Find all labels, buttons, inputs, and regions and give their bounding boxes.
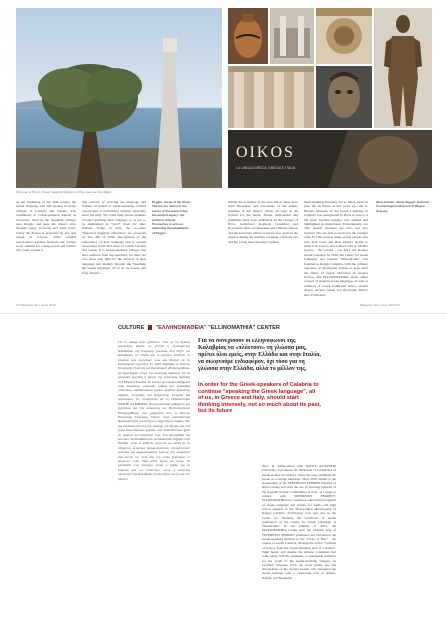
header-separator <box>148 325 152 330</box>
top-side-caption: Reggio, Arena of the Strait. The bronze statue in the centre of the arena holds the ancient legacy: the goddess Athena Promachos in armour, defending the inhabitants of Reggio. <box>152 200 191 235</box>
photo-museum-hall <box>270 8 314 64</box>
oikos-subtitle: LA LINGUA GRECA: GRECIA E ITALIA <box>236 166 296 170</box>
top-column-5: Short thinking interestly, not so much about its past, but its future. A few years ago, the G. Rhodes Museum of the Greek Language in Calabria was inaugurated in Bova in honor of the great German linguist who studied and highlighted its importance. Unfortunately, not only natural speakers are rare, but also teachers who are able to teach it to the younger ones. For this reason, many young people who love their roots and their identity decide to study it in Greece and connect with it. Mother Greece - the Greeks - can learn the modern Greek language. In 2016, the Center for Greek Language and Culture "Ellinomathia" was founded in Reggio Calabria, with the primary objective of developing actions to keep alive the flame of Greek education in Greater Greece. The ELLINOMATHIA center offers courses of modern Greek language, as well as seminars of Greek traditional dance, ancient drama, ancient Greek and Byzantine history and civilization. <box>304 200 368 297</box>
blank-margin-left <box>0 314 110 628</box>
photo-temple-columns <box>228 66 314 128</box>
header-greek: "ΕΛΛΗΝΟΜΑΘΕΙΑ" <box>155 325 207 331</box>
oikos-banner <box>228 130 432 188</box>
top-column-4: Within the activities of the association, there have been interviews and recordings of the elderly speakers of the dialect, which are kept in the archive for the future. Books, dictionaries and grammars have been published. In the villages of Bova, Gallicianò, Roghudi, Condofuri and Roccaforte there are museums and cultural centres, and the Grecanici dialect is heard once again in the squares during the summer evenings, when the old and the young meet and sing together. <box>228 200 298 244</box>
greek-body-text: Για το όραμα αυτό ξεκίνησε, όταν με τις πρώτες φιλοδοξίες άρχισε να γίνεται η συστηματική διδασκαλία της ελληνικής γλώσσας. Στη Ρήγιο της Καλαβρίας, τα παιδιά και οι μεγάλοι αγαπούν τη γλώσσα των προγόνων τους και θέλουν να τη διατηρήσουν ζωντανή. Το 2016 ιδρύθηκε το Κέντρο Ελληνικής Γλώσσας και Πολιτισμού «Ελληνομάθεια» με πρωταρχικό στόχο την ανάπτυξη δράσεων για να κρατηθεί ζωντανή η φλόγα της ελληνικής παιδείας στη Μεγάλη Ελλάδα. Το κέντρο προσφέρει μαθήματα νέας ελληνικής γλώσσας, καθώς και σεμινάρια ελληνικών παραδοσιακών χορών, αρχαίου δράματος, αρχαίας ελληνικής και βυζαντινής ιστορίας και πολιτισμού. Σε συνεργασία με το Πανεπιστήμιο DANTE ALIGHIERI, διοργανώνονται μαθήματα και εξετάσεις για την απόκτηση του Πιστοποιητικού Ελληνομάθειας, που χορηγείται από το Κέντρο Ελληνικής Γλώσσας. Πλέον στην εκπαιδευτική δραστηριότητα του κέντρου συμμετέχουν παιδιά, νέοι και ενήλικες από όλη την περιοχή του Ρηγίου και των γύρω ελληνόφωνων χωριών, που ανακαλύπτουν ξανά τη γλώσσα των προγόνων τους. Στα καλοκαίρια του κέντρου περιλαμβάνονται εκπαιδευτικά ταξίδια στην Ελλάδα, όπου οι μαθητές έρχονται σε επαφή με τη σύγχρονη ελληνική πραγματικότητα, επισκέπτονται μουσεία και αρχαιολογικούς χώρους και γνωρίζουν από κοντά τον τόπο από τον οποίο ξεκίνησαν οι πρόγονοί τους. Όλα αυτά έχουν ως στόχο να μεταδοθεί στις νεότερες γενιές η αγάπη για τη γλώσσα και τον πολιτισμό, ώστε η ελληνική ταυτότητα της Καλαβρίας να συνεχίσει να ζει και στο μέλλον. <box>118 340 190 481</box>
top-column-2: The activity of reviving the language and Culture on behalf of Greek-speaking cultural associations is particularly intense, especially since the early 70s. Until then, Greek speakers avoided speaking their language so as not to be stigmatized as "rural", from the other Italians. Today, in Italy, the so-called "historical linguistic minorities" are protected by law 482 of 1999. Recognition of the importance of their language that is spoken necessarily arises that Areas of Greek Calabria and Greek. It is Greek-speaking villages that have suffered from depopulation, yet there are also those who fight for the survival of their language and identity through the 'Speaking the Greek language', all of us, in Greece and Italy, should... <box>82 200 146 275</box>
section-header <box>118 324 280 332</box>
oikos-title: OIKOS <box>236 144 295 161</box>
pull-quote-greek: Για να συνεχίσουν οι ελληνόφωνοι της Καλαβρίας να «πλέκτουν» τη γλώσσα μας, πρέπει όλοι εμείς, στην Ελλάδα και στην Ιταλία, να σκεφτούμε ενδιαφέρον, όχι τόσο για τη γλώσσα στην Ελλάδα, αλλά το μέλλον της. <box>198 338 321 372</box>
photo-bronze-heads <box>316 66 372 128</box>
photo-olive-tree <box>16 8 222 188</box>
photo-caption: Olive tree at Pyrgos. Pastor Kalabrias Makriyoros (Olive tree near Rombiglio)... <box>16 190 114 194</box>
photo-pottery <box>228 8 268 64</box>
english-body-text: Also, in collaboration with DANTE ALIGHIERI University, it promotes the institution of Certificates of Greek studies in Calabria, where the ones examined are Greek as a foreign language. Since 2018, thanks to the sponsorship of the SUPERFAST FERRIES member of Attica Group and with the use of teaching material of the program "Greek Communities of Italy - A voyage to culture with SUPERFAST FERRIES", ELLINOMATHIA has conducted educational programs of Greek language and culture for adults and high school students in the Metropolitan Municipality of Reggio Calabria. Participants took part also in the events for obtaining the Certificate of Greek proficiency of the Centre for Greek Language of Thessaloniki. In the summer of 2021, the ELLINOMATHIA Center with the valuable help of SUPERFAST FERRIES promoted and introduced the Greek-speaking students to the "Chora of Hera" - the capital of Greek Calabria, through the action "Citizens of Greece from the Greek-speaking area of Calabria". Eight hours, and despite the adverse conditions that came along with the pandemic, a remarkable initiative for the youth of the Greek-speaking villages, an excellent response from the local bodies and the descendants of the ancient Greeks who honoured the Greek heritage with a week-long tour of Athens, Nafplio and Epidaurus. <box>262 464 336 580</box>
top-right-caption: Olive branch, detail, Reggio. National Archaeological Museum of Magna Graecia. <box>376 200 430 213</box>
bottom-spread <box>0 314 447 628</box>
header-culture: CULTURE <box>118 325 145 331</box>
folio-right: Magazine title | issue 2019 23 <box>360 303 400 307</box>
pull-quote-english: In order for the Greek-speakers of Calabria to continue "speaking the Greek language", all of us, in Greece and Italy, should start thinking intensely, not so much about its past, but its future <box>198 382 321 415</box>
folio-left: 22 Magazine title | issue 2019 <box>16 303 56 307</box>
photo-mosaic <box>316 8 372 64</box>
top-column-1: At the beginning of the 20th century the Greek language was still spoken in many villages of Calabria and Salento. The community of Greek-speakers, known as Grecanici, lived in the mountain villages near Reggio and kept the dialect alive through songs, proverbs and daily work. Today the dialect is protected by law and taught in schools, while cultural associations organise festivals and courses every summer for young people and visitors who wish to learn it. <box>16 200 76 253</box>
photo-bronze-statue <box>374 8 432 128</box>
header-english: "ELLINOMATHIA" CENTER <box>208 325 280 331</box>
